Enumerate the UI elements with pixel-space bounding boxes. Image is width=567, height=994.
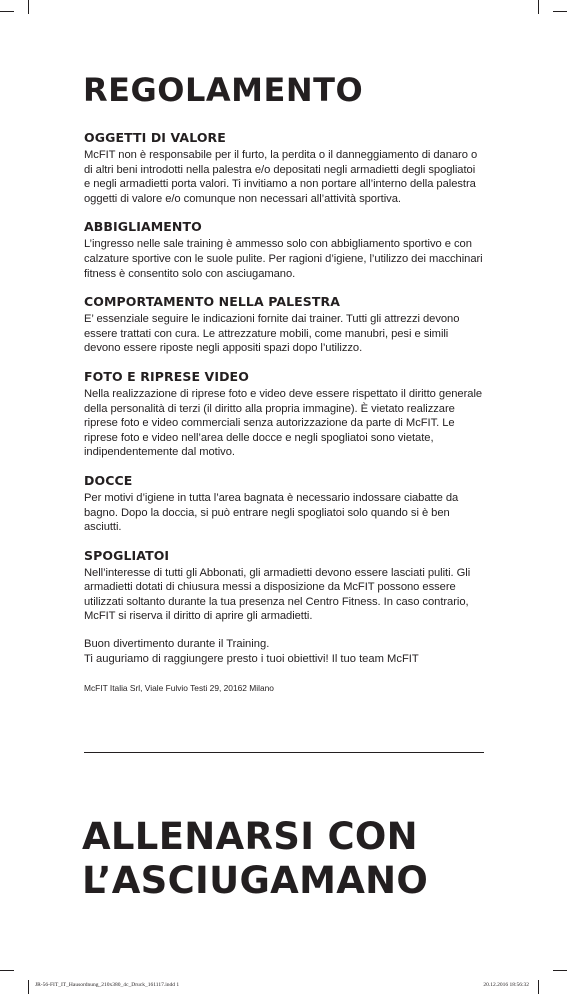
rules-content	[84, 130, 484, 694]
section-heading: SPOGLIATOI	[84, 547, 170, 563]
closing-line: Ti auguriamo di raggiungere presto i tuoi obiettivi! Il tuo team McFIT	[84, 653, 419, 666]
closing-message	[84, 637, 484, 667]
towel-title-line: ALLENARSI CON	[82, 815, 418, 858]
page-title: REGOLAMENTO	[83, 71, 364, 109]
section-behaviour	[84, 294, 484, 356]
company-address: McFIT Italia Srl, Viale Fulvio Testi 29, 20162 Milano	[84, 683, 274, 694]
section-photo-video	[84, 369, 484, 460]
print-date-label: 20.12.2016 18:56:32	[483, 982, 529, 988]
section-text: E’ essenziale seguire le indicazioni fornite dai trainer. Tutti gli attrezzi devono essere trattati con cura. Le attrezzature mobili, come manubri, pesi e simili devono essere riposte negli appositi spazi dopo l’utilizzo.	[84, 313, 460, 355]
section-text: Per motivi d’igiene in tutta l’area bagnata è necessario indossare ciabatte da bagno. Dopo la doccia, si può entrare negli spogliatoi solo quando si è ben asciutti.	[84, 491, 459, 534]
section-locker-rooms	[84, 548, 484, 624]
crop-mark	[0, 11, 14, 12]
section-valuables	[84, 130, 484, 206]
section-text: Nella realizzazione di riprese foto e video deve essere rispettato il diritto generale della personalità di terzi (il diritto alla propria immagine). È vietato realizzare riprese foto e video commerciali senza autorizzazione da parte di McFIT. Le riprese foto e video nell’area delle docce e negli spogliatoi sono vietate, indipendentemente dal motivo.	[84, 387, 483, 459]
section-text: McFIT non è responsabile per il furto, la perdita o il danneggiamento di danaro o di altri beni introdotti nella palestra e/o depositati negli armadietti degli spogliatoi e negli armadietti porta valori. Ti invitiamo a non portare all’interno della palestra oggetti di valore e/o comunque non necessari all’attività sportiva.	[84, 149, 478, 205]
section-heading: FOTO E RIPRESE VIDEO	[84, 368, 249, 384]
crop-mark	[538, 980, 539, 994]
section-heading: COMPORTAMENTO NELLA PALESTRA	[84, 294, 341, 310]
print-file-label: JR-56-FIT_IT_Hausordnung_210x380_4c_Druck_161117.indd 1	[35, 982, 180, 988]
section-heading: OGGETTI DI VALORE	[84, 130, 226, 145]
towel-title	[82, 815, 428, 903]
section-heading: DOCCE	[84, 472, 133, 488]
crop-mark	[28, 980, 29, 994]
section-clothing	[84, 219, 484, 281]
section-heading: ABBIGLIAMENTO	[84, 219, 202, 235]
crop-mark	[28, 0, 29, 14]
crop-mark	[538, 0, 539, 14]
towel-title-line: L’ASCIUGAMANO	[82, 859, 429, 902]
crop-mark	[553, 970, 567, 971]
crop-mark	[553, 11, 567, 12]
closing-line: Buon divertimento durante il Training.	[84, 638, 270, 651]
section-text: L’ingresso nelle sale training è ammesso solo con abbigliamento sportivo e con calzature sportive con le suole pulite. Per ragioni d’igiene, l’utilizzo dei macchinari fitness è consentito solo con asciugamano.	[84, 238, 483, 280]
section-text: Nell’interesse di tutti gli Abbonati, gli armadietti devono essere lasciati puliti. Gli armadietti dotati di chiusura messi a disposizione da McFIT possono essere utilizzati soltanto durante la tua presenza nel Centro Fitness. In caso contrario, McFIT si riserva il diritto di aprire gli armadietti.	[84, 566, 471, 623]
crop-mark	[0, 970, 14, 971]
divider	[84, 752, 484, 753]
section-showers	[84, 473, 484, 535]
